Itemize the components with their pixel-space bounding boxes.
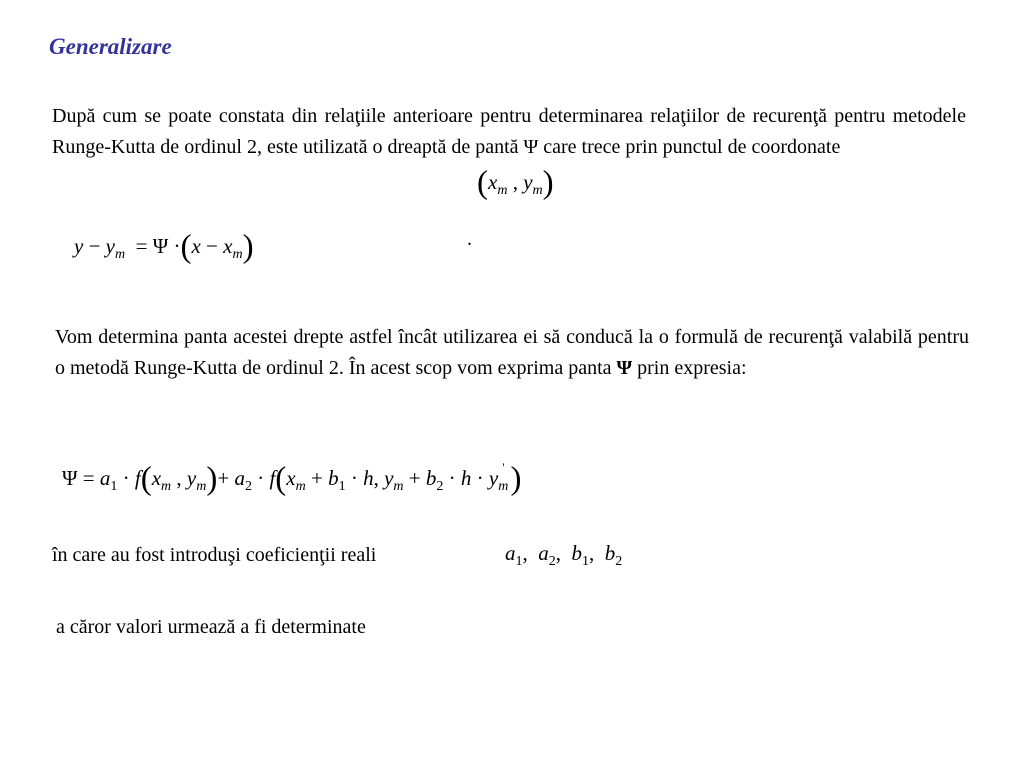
coefficients-formula: $a_1$, $a_2$, $b_1$, $b_2$	[505, 541, 623, 569]
paragraph-coefficients: în care au fost introduşi coeficienţii reali	[52, 544, 377, 566]
trailing-dot: .	[467, 228, 472, 250]
point-coordinates-formula: ($x_m$ , $y_m$)	[477, 165, 554, 201]
psi-expression-formula: $\Psi = a_1 \cdot f(x_m$ , $y_m)+ a_2 \cdot f(x_m + b_1 \cdot h$, $y_m + b_2 \cdot h \cdot y_m'$ )	[62, 460, 522, 497]
slide-title: Generalizare	[49, 34, 172, 59]
line-equation-formula: $y - y_m = \Psi \cdot(x - x_m)$	[74, 229, 254, 265]
paragraph-conclusion: a căror valori urmează a fi determinate	[56, 616, 366, 638]
paragraph-slope-tail: prin expresia:	[637, 357, 747, 379]
psi-symbol: Ψ	[616, 357, 633, 379]
paragraph-slope	[55, 322, 969, 384]
paragraph-slope-text: Vom determina panta acestei drepte astfel încât utilizarea ei să conducă la o formulă de recurenţă valabilă pentru o metodă Runge-Kutta de ordinul 2. În acest scop vom exprima panta	[55, 326, 969, 379]
paragraph-intro: După cum se poate constata din relaţiile anterioare pentru determinarea relaţiilor de recurenţă pentru metodele Runge-Kutta de ordinul 2, este utilizată o dreaptă de pantă Ψ care trece prin punctul de coordonate	[52, 105, 966, 158]
